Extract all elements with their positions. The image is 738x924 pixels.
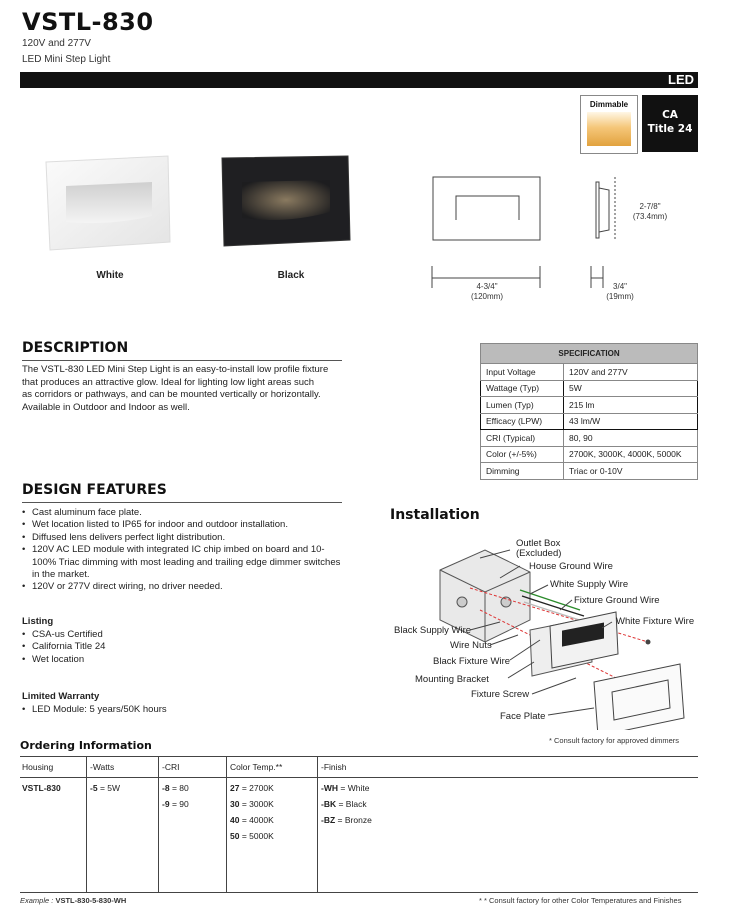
ordering-heading: Ordering Information bbox=[20, 739, 152, 752]
warranty-heading: Limited Warranty bbox=[22, 691, 100, 702]
option-desc: = White bbox=[340, 783, 370, 793]
spec-row bbox=[481, 397, 698, 414]
description-rule bbox=[22, 360, 342, 361]
white-fixture-image bbox=[40, 150, 180, 260]
list-item: • Diffused lens delivers perfect light distribution. bbox=[22, 532, 347, 544]
label-mounting-bracket: Mounting Bracket bbox=[415, 674, 489, 685]
design-rule bbox=[22, 502, 342, 503]
spec-label: Efficacy (LPW) bbox=[481, 413, 564, 430]
option-desc: = 90 bbox=[171, 799, 189, 809]
spec-row bbox=[481, 364, 698, 381]
col-housing: Housing bbox=[22, 762, 54, 772]
specification-table bbox=[480, 343, 698, 480]
example-code: VSTL-830-5-830-WH bbox=[55, 896, 127, 905]
option-code: 30 bbox=[230, 799, 240, 809]
description-text bbox=[22, 364, 352, 414]
option-code: 40 bbox=[230, 815, 240, 825]
spec-row bbox=[481, 430, 698, 447]
col-color-temp: Color Temp.** bbox=[230, 762, 283, 772]
label-white-supply: White Supply Wire bbox=[550, 579, 629, 590]
spec-label: Dimming bbox=[481, 463, 564, 480]
ordering-rule-top bbox=[20, 756, 698, 757]
col-divider bbox=[158, 757, 159, 892]
white-caption: White bbox=[96, 270, 124, 281]
label-house-ground: House Ground Wire bbox=[529, 561, 613, 572]
ca-label: CA bbox=[662, 109, 678, 121]
list-item: • 120V or 277V direct wiring, no driver needed. bbox=[22, 581, 347, 593]
black-caption: Black bbox=[277, 270, 305, 281]
list-item: • Wet location listed to IP65 for indoor and outdoor installation. bbox=[22, 519, 347, 531]
depth-dim: 3/4" bbox=[613, 282, 627, 291]
option-code: -WH bbox=[321, 783, 338, 793]
col-watts: -Watts bbox=[90, 762, 115, 772]
dimmer-note: * Consult factory for approved dimmers bbox=[549, 736, 680, 745]
ordering-rule-bottom bbox=[20, 892, 698, 893]
warranty-list bbox=[22, 704, 167, 716]
option-desc: = 2700K bbox=[241, 783, 274, 793]
label-outlet-box: Outlet Box bbox=[516, 538, 561, 549]
label-wire-nuts: Wire Nuts bbox=[450, 640, 492, 651]
spec-label: Color (+/-5%) bbox=[481, 446, 564, 463]
option-code: -5 bbox=[90, 783, 98, 793]
spec-row bbox=[481, 463, 698, 480]
option-desc: = 80 bbox=[171, 783, 189, 793]
watts-option bbox=[90, 783, 120, 793]
dimmable-gradient-icon bbox=[587, 112, 631, 146]
design-feature-list bbox=[22, 507, 347, 594]
option-code: -BZ bbox=[321, 815, 336, 825]
col-divider bbox=[226, 757, 227, 892]
spec-label: Wattage (Typ) bbox=[481, 380, 564, 397]
option-code: -8 bbox=[162, 783, 170, 793]
listing-list bbox=[22, 629, 105, 666]
label-black-supply: Black Supply Wire bbox=[394, 625, 472, 636]
cri-option bbox=[162, 799, 189, 809]
list-item: • Cast aluminum face plate. bbox=[22, 507, 347, 519]
dimmable-badge bbox=[580, 95, 638, 154]
list-item: • 120V AC LED module with integrated IC chip imbed on board and 10-100% Triac dimming with most leading and trailing edge dimmer switches in the market. bbox=[22, 544, 347, 581]
voltage-subtitle: 120V and 277V bbox=[22, 38, 91, 49]
list-item: • LED Module: 5 years/50K hours bbox=[22, 704, 167, 716]
spec-value: 120V and 277V bbox=[564, 364, 698, 381]
option-code: -BK bbox=[321, 799, 337, 809]
design-heading: DESIGN FEATURES bbox=[22, 482, 167, 498]
option-code: 50 bbox=[230, 831, 240, 841]
spec-label: Input Voltage bbox=[481, 364, 564, 381]
spec-label: CRI (Typical) bbox=[481, 430, 564, 447]
led-label: LED bbox=[668, 72, 694, 87]
option-desc: = 5000K bbox=[241, 831, 274, 841]
description-line: as corridors or pathways, and can be mounted vertically or horizontally. bbox=[22, 389, 321, 400]
col-divider bbox=[86, 757, 87, 892]
color-temp-option bbox=[230, 815, 274, 825]
title24-label: Title 24 bbox=[647, 123, 693, 135]
option-desc: = 3000K bbox=[241, 799, 274, 809]
installation-heading: Installation bbox=[390, 507, 480, 523]
option-desc: = Bronze bbox=[337, 815, 372, 825]
ordering-rule-header bbox=[20, 777, 698, 778]
header-bar bbox=[20, 72, 698, 88]
spec-label: Lumen (Typ) bbox=[481, 397, 564, 414]
depth-dim-mm: (19mm) bbox=[606, 292, 634, 301]
option-code: -9 bbox=[162, 799, 170, 809]
width-dim-mm: (120mm) bbox=[470, 292, 503, 301]
spec-value: 2700K, 3000K, 4000K, 5000K bbox=[564, 446, 698, 463]
spec-value: 43 lm/W bbox=[564, 413, 698, 430]
black-fixture-image bbox=[216, 150, 356, 260]
list-item: • Wet location bbox=[22, 654, 105, 666]
spec-row bbox=[481, 446, 698, 463]
label-fixture-ground: Fixture Ground Wire bbox=[574, 595, 660, 606]
cri-option bbox=[162, 783, 189, 793]
finish-option bbox=[321, 799, 367, 809]
finish-option bbox=[321, 815, 372, 825]
spec-row bbox=[481, 380, 698, 397]
col-divider bbox=[317, 757, 318, 892]
example-line bbox=[20, 896, 126, 905]
label-black-fixture: Black Fixture Wire bbox=[433, 656, 511, 667]
spec-heading: SPECIFICATION bbox=[481, 344, 698, 364]
description-heading: DESCRIPTION bbox=[22, 340, 129, 356]
label-white-fixture: White Fixture Wire bbox=[616, 616, 695, 627]
color-temp-option bbox=[230, 783, 274, 793]
label-fixture-screw: Fixture Screw bbox=[471, 689, 530, 700]
spec-value: Triac or 0-10V bbox=[564, 463, 698, 480]
housing-code: VSTL-830 bbox=[22, 783, 61, 793]
option-desc: = Black bbox=[338, 799, 367, 809]
height-dim: 2-7/8" bbox=[639, 202, 661, 211]
example-prefix: Example : bbox=[20, 896, 54, 905]
spec-value: 80, 90 bbox=[564, 430, 698, 447]
option-code: 27 bbox=[230, 783, 240, 793]
option-desc: = 5W bbox=[99, 783, 121, 793]
description-line: that produces an attractive glow. Ideal for lighting low light areas such bbox=[22, 376, 315, 388]
spec-row bbox=[481, 413, 698, 430]
option-desc: = 4000K bbox=[241, 815, 274, 825]
col-cri: -CRI bbox=[162, 762, 180, 772]
label-face-plate: Face Plate bbox=[500, 711, 546, 722]
height-dim-mm: (73.4mm) bbox=[632, 212, 668, 221]
list-item: • California Title 24 bbox=[22, 641, 105, 653]
col-finish: -Finish bbox=[321, 762, 347, 772]
ca-title24-badge bbox=[642, 95, 698, 152]
color-temp-option bbox=[230, 831, 274, 841]
spec-value: 5W bbox=[564, 380, 698, 397]
product-subtitle: LED Mini Step Light bbox=[22, 54, 111, 65]
ordering-footnote: * * Consult factory for other Color Temperatures and Finishes bbox=[479, 896, 682, 905]
product-title: VSTL-830 bbox=[22, 8, 154, 36]
width-dim: 4-3/4" bbox=[476, 282, 498, 291]
dimmable-label: Dimmable bbox=[589, 100, 629, 109]
label-excluded: (Excluded) bbox=[516, 548, 562, 559]
description-line: Available in Outdoor and Indoor as well. bbox=[22, 401, 190, 413]
color-temp-option bbox=[230, 799, 274, 809]
description-line: The VSTL-830 LED Mini Step Light is an easy-to-install low profile fixture bbox=[22, 364, 329, 375]
list-item: • CSA-us Certified bbox=[22, 629, 105, 641]
listing-heading: Listing bbox=[22, 616, 54, 627]
finish-option bbox=[321, 783, 369, 793]
spec-value: 215 lm bbox=[564, 397, 698, 414]
